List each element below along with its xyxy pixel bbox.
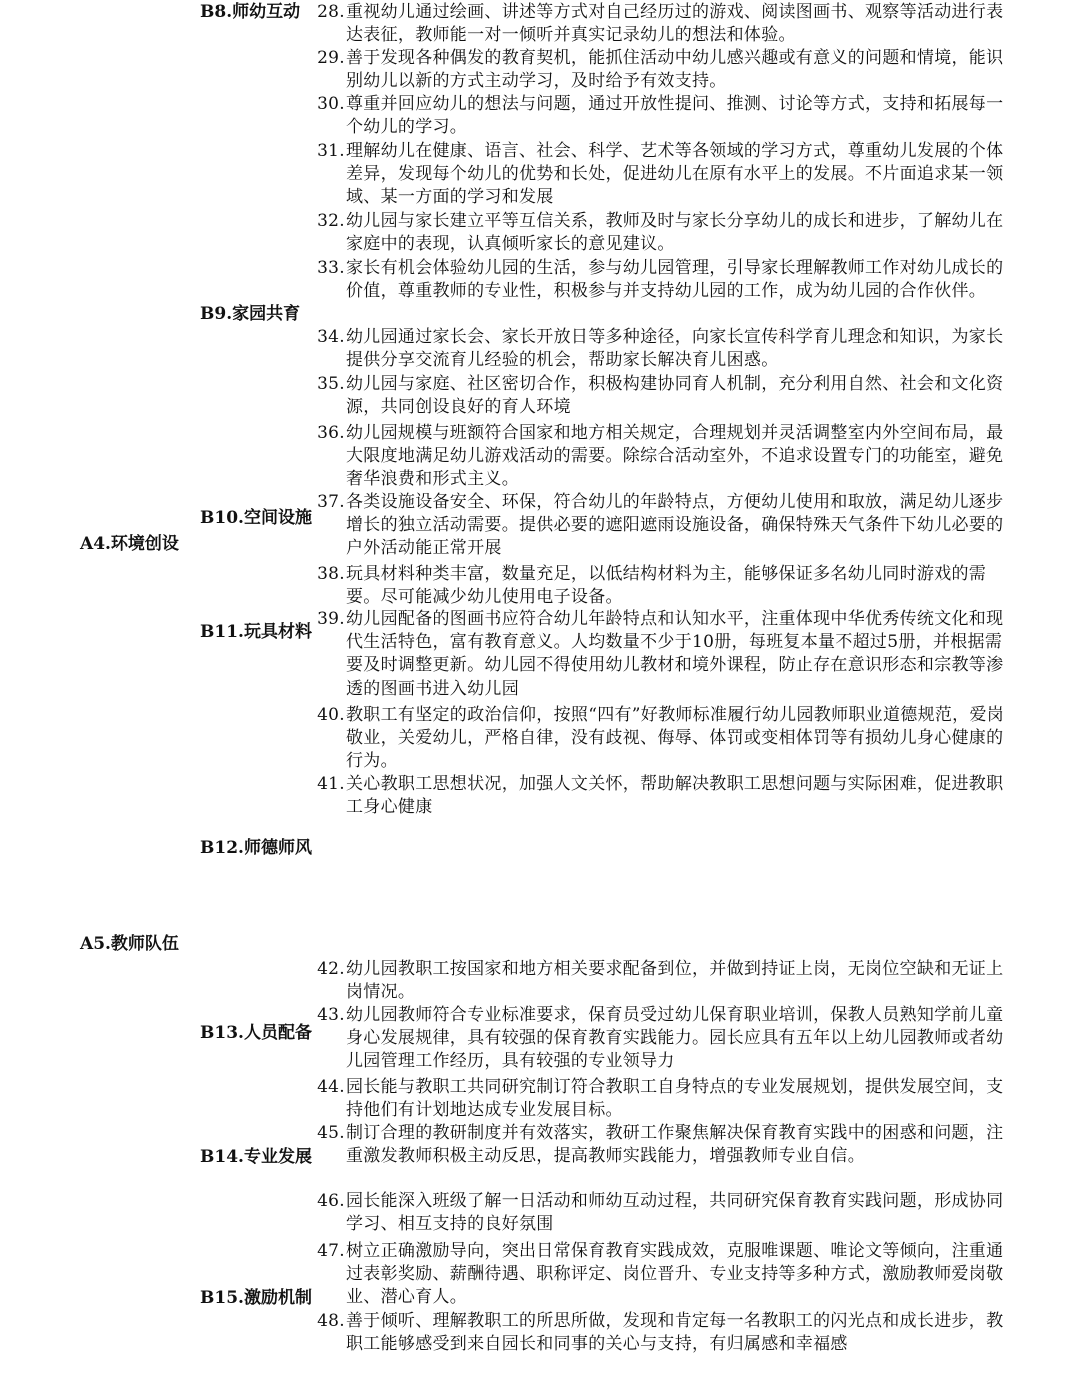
item-number: 36.: [317, 423, 345, 443]
item-text: 教职工有坚定的政治信仰，按照“四有”好教师标准履行幼儿园教师职业道德规范，爱岗敬业，关爱幼儿，严格自律，没有歧视、侮辱、体罚或变相体罚等有损幼儿身心健康的行为。: [346, 705, 1005, 772]
item-number: 35.: [317, 374, 345, 394]
subsection-label-b13: B13.人员配备: [200, 1023, 312, 1043]
item-text: 各类设施设备安全、环保，符合幼儿的年龄特点，方便幼儿使用和取放，满足幼儿逐步增长的独立活动需要。提供必要的遮阳遮雨设施设备，确保特殊天气条件下幼儿必要的户外活动能正常开展: [346, 492, 1004, 559]
item-text: 园长能与教职工共同研究制订符合教职工自身特点的专业发展规划，提供发展空间，支持他们有计划地达成专业发展目标。: [346, 1077, 1004, 1121]
item-text: 家长有机会体验幼儿园的生活，参与幼儿园管理，引导家长理解教师工作对幼儿成长的价值，尊重教师的专业性，积极参与并支持幼儿园的工作，成为幼儿园的合作伙伴。: [346, 258, 1004, 302]
item-number: 29.: [317, 48, 345, 68]
item-number: 33.: [317, 258, 345, 278]
list-item: [315, 704, 1005, 774]
list-item: [315, 1122, 1005, 1168]
item-number: 38.: [317, 564, 345, 584]
item-number: 47.: [317, 1241, 345, 1261]
section-label-a5: A5.教师队伍: [80, 934, 179, 954]
item-number: 45.: [317, 1123, 345, 1143]
list-item: [315, 773, 1005, 819]
list-item: [315, 373, 1005, 419]
item-number: 31.: [317, 141, 345, 161]
section-label-a4: A4.环境创设: [80, 534, 179, 554]
subsection-label-b11: B11.玩具材料: [200, 622, 312, 642]
item-number: 34.: [317, 327, 345, 347]
item-text: 关心教职工思想状况，加强人文关怀，帮助解决教职工思想问题与实际困难，促进教职工身心健康: [346, 774, 1004, 818]
item-number: 40.: [317, 705, 345, 725]
list-item: [315, 491, 1005, 561]
list-item: [315, 958, 1005, 1004]
item-text: 幼儿园规模与班额符合国家和地方相关规定，合理规划并灵活调整室内外空间布局，最大限度地满足幼儿游戏活动的需要。除综合活动室外，不追求设置专门的功能室，避免奢华浪费和形式主义。: [346, 423, 1004, 490]
list-item: [315, 422, 1005, 492]
item-text: 善于倾听、理解教职工的所思所做，发现和肯定每一名教职工的闪光点和成长进步，教职工能够感受到来自园长和同事的关心与支持，有归属感和幸福感: [346, 1311, 1004, 1355]
list-item: [315, 326, 1005, 372]
list-item: [315, 140, 1005, 210]
list-item: [315, 1310, 1005, 1356]
item-number: 48.: [317, 1311, 345, 1331]
item-text: 理解幼儿在健康、语言、社会、科学、艺术等各领域的学习方式，尊重幼儿发展的个体差异，发现每个幼儿的优势和长处，促进幼儿在原有水平上的发展。不片面追求某一领域、某一方面的学习和发展: [346, 141, 1004, 208]
list-item: [315, 1, 1005, 47]
item-number: 32.: [317, 211, 345, 231]
subsection-label-b9: B9.家园共育: [200, 304, 301, 324]
list-item: [315, 1240, 1005, 1310]
item-number: 43.: [317, 1005, 345, 1025]
list-item: [315, 93, 1005, 139]
item-text: 玩具材料种类丰富，数量充足，以低结构材料为主，能够保证多名幼儿同时游戏的需要。尽可能减少幼儿使用电子设备。: [346, 564, 987, 608]
list-item: [315, 47, 1005, 93]
item-number: 42.: [317, 959, 345, 979]
subsection-label-b8: B8.师幼互动: [200, 2, 301, 22]
list-item: [315, 1076, 1005, 1122]
item-text: 幼儿园教职工按国家和地方相关要求配备到位，并做到持证上岗，无岗位空缺和无证上岗情况。: [346, 959, 1004, 1003]
item-text: 善于发现各种偶发的教育契机，能抓住活动中幼儿感兴趣或有意义的问题和情境，能识别幼儿以新的方式主动学习，及时给予有效支持。: [346, 48, 1004, 92]
list-item: [315, 257, 1005, 303]
item-text: 树立正确激励导向，突出日常保育教育实践成效，克服唯课题、唯论文等倾向，注重通过表彰奖励、薪酬待遇、职称评定、岗位晋升、专业支持等多种方式，激励教师爱岗敬业、潜心育人。: [346, 1241, 1004, 1308]
item-number: 41.: [317, 774, 345, 794]
item-text: 制订合理的教研制度并有效落实，教研工作聚焦解决保育教育实践中的困惑和问题，注重激发教师积极主动反思，提高教师实践能力，增强教师专业自信。: [346, 1123, 1004, 1167]
list-item: [315, 563, 1005, 609]
list-item: [315, 1004, 1005, 1074]
item-number: 39.: [317, 609, 345, 629]
subsection-label-b10: B10.空间设施: [200, 508, 312, 528]
item-number: 44.: [317, 1077, 345, 1097]
subsection-label-b15: B15.激励机制: [200, 1288, 312, 1308]
item-text: 园长能深入班级了解一日活动和师幼互动过程，共同研究保育教育实践问题，形成协同学习、相互支持的良好氛围: [346, 1191, 1004, 1235]
item-text: 幼儿园配备的图画书应符合幼儿年龄特点和认知水平，注重体现中华优秀传统文化和现代生活特色，富有教育意义。人均数量不少于10册，每班复本量不超过5册，并根据需要及时调整更新。幼儿园不得使用幼儿教材和境外课程，防止存在意识形态和宗教等渗透的图画书进入幼儿园: [346, 609, 1004, 699]
item-text: 幼儿园教师符合专业标准要求，保育员受过幼儿保育职业培训，保教人员熟知学前儿童身心发展规律，具有较强的保育教育实践能力。园长应具有五年以上幼儿园教师或者幼儿园管理工作经历，具有较强的专业领导力: [346, 1005, 1004, 1072]
item-number: 28.: [317, 2, 345, 22]
item-text: 幼儿园与家长建立平等互信关系，教师及时与家长分享幼儿的成长和进步，了解幼儿在家庭中的表现，认真倾听家长的意见建议。: [346, 211, 1004, 255]
item-number: 30.: [317, 94, 345, 114]
item-text: 重视幼儿通过绘画、讲述等方式对自己经历过的游戏、阅读图画书、观察等活动进行表达表征，教师能一对一倾听并真实记录幼儿的想法和体验。: [346, 2, 1004, 46]
list-item: [315, 608, 1005, 701]
subsection-label-b12: B12.师德师风: [200, 838, 312, 858]
item-text: 幼儿园通过家长会、家长开放日等多种途径，向家长宣传科学育儿理念和知识，为家长提供分享交流育儿经验的机会，帮助家长解决育儿困惑。: [346, 327, 1004, 371]
item-text: 幼儿园与家庭、社区密切合作，积极构建协同育人机制，充分利用自然、社会和文化资源，共同创设良好的育人环境: [346, 374, 1004, 418]
item-text: 尊重并回应幼儿的想法与问题，通过开放性提问、推测、讨论等方式，支持和拓展每一个幼儿的学习。: [346, 94, 1004, 138]
subsection-label-b14: B14.专业发展: [200, 1147, 312, 1167]
list-item: [315, 210, 1005, 256]
list-item: [315, 1190, 1005, 1236]
item-number: 37.: [317, 492, 345, 512]
item-number: 46.: [317, 1191, 345, 1211]
